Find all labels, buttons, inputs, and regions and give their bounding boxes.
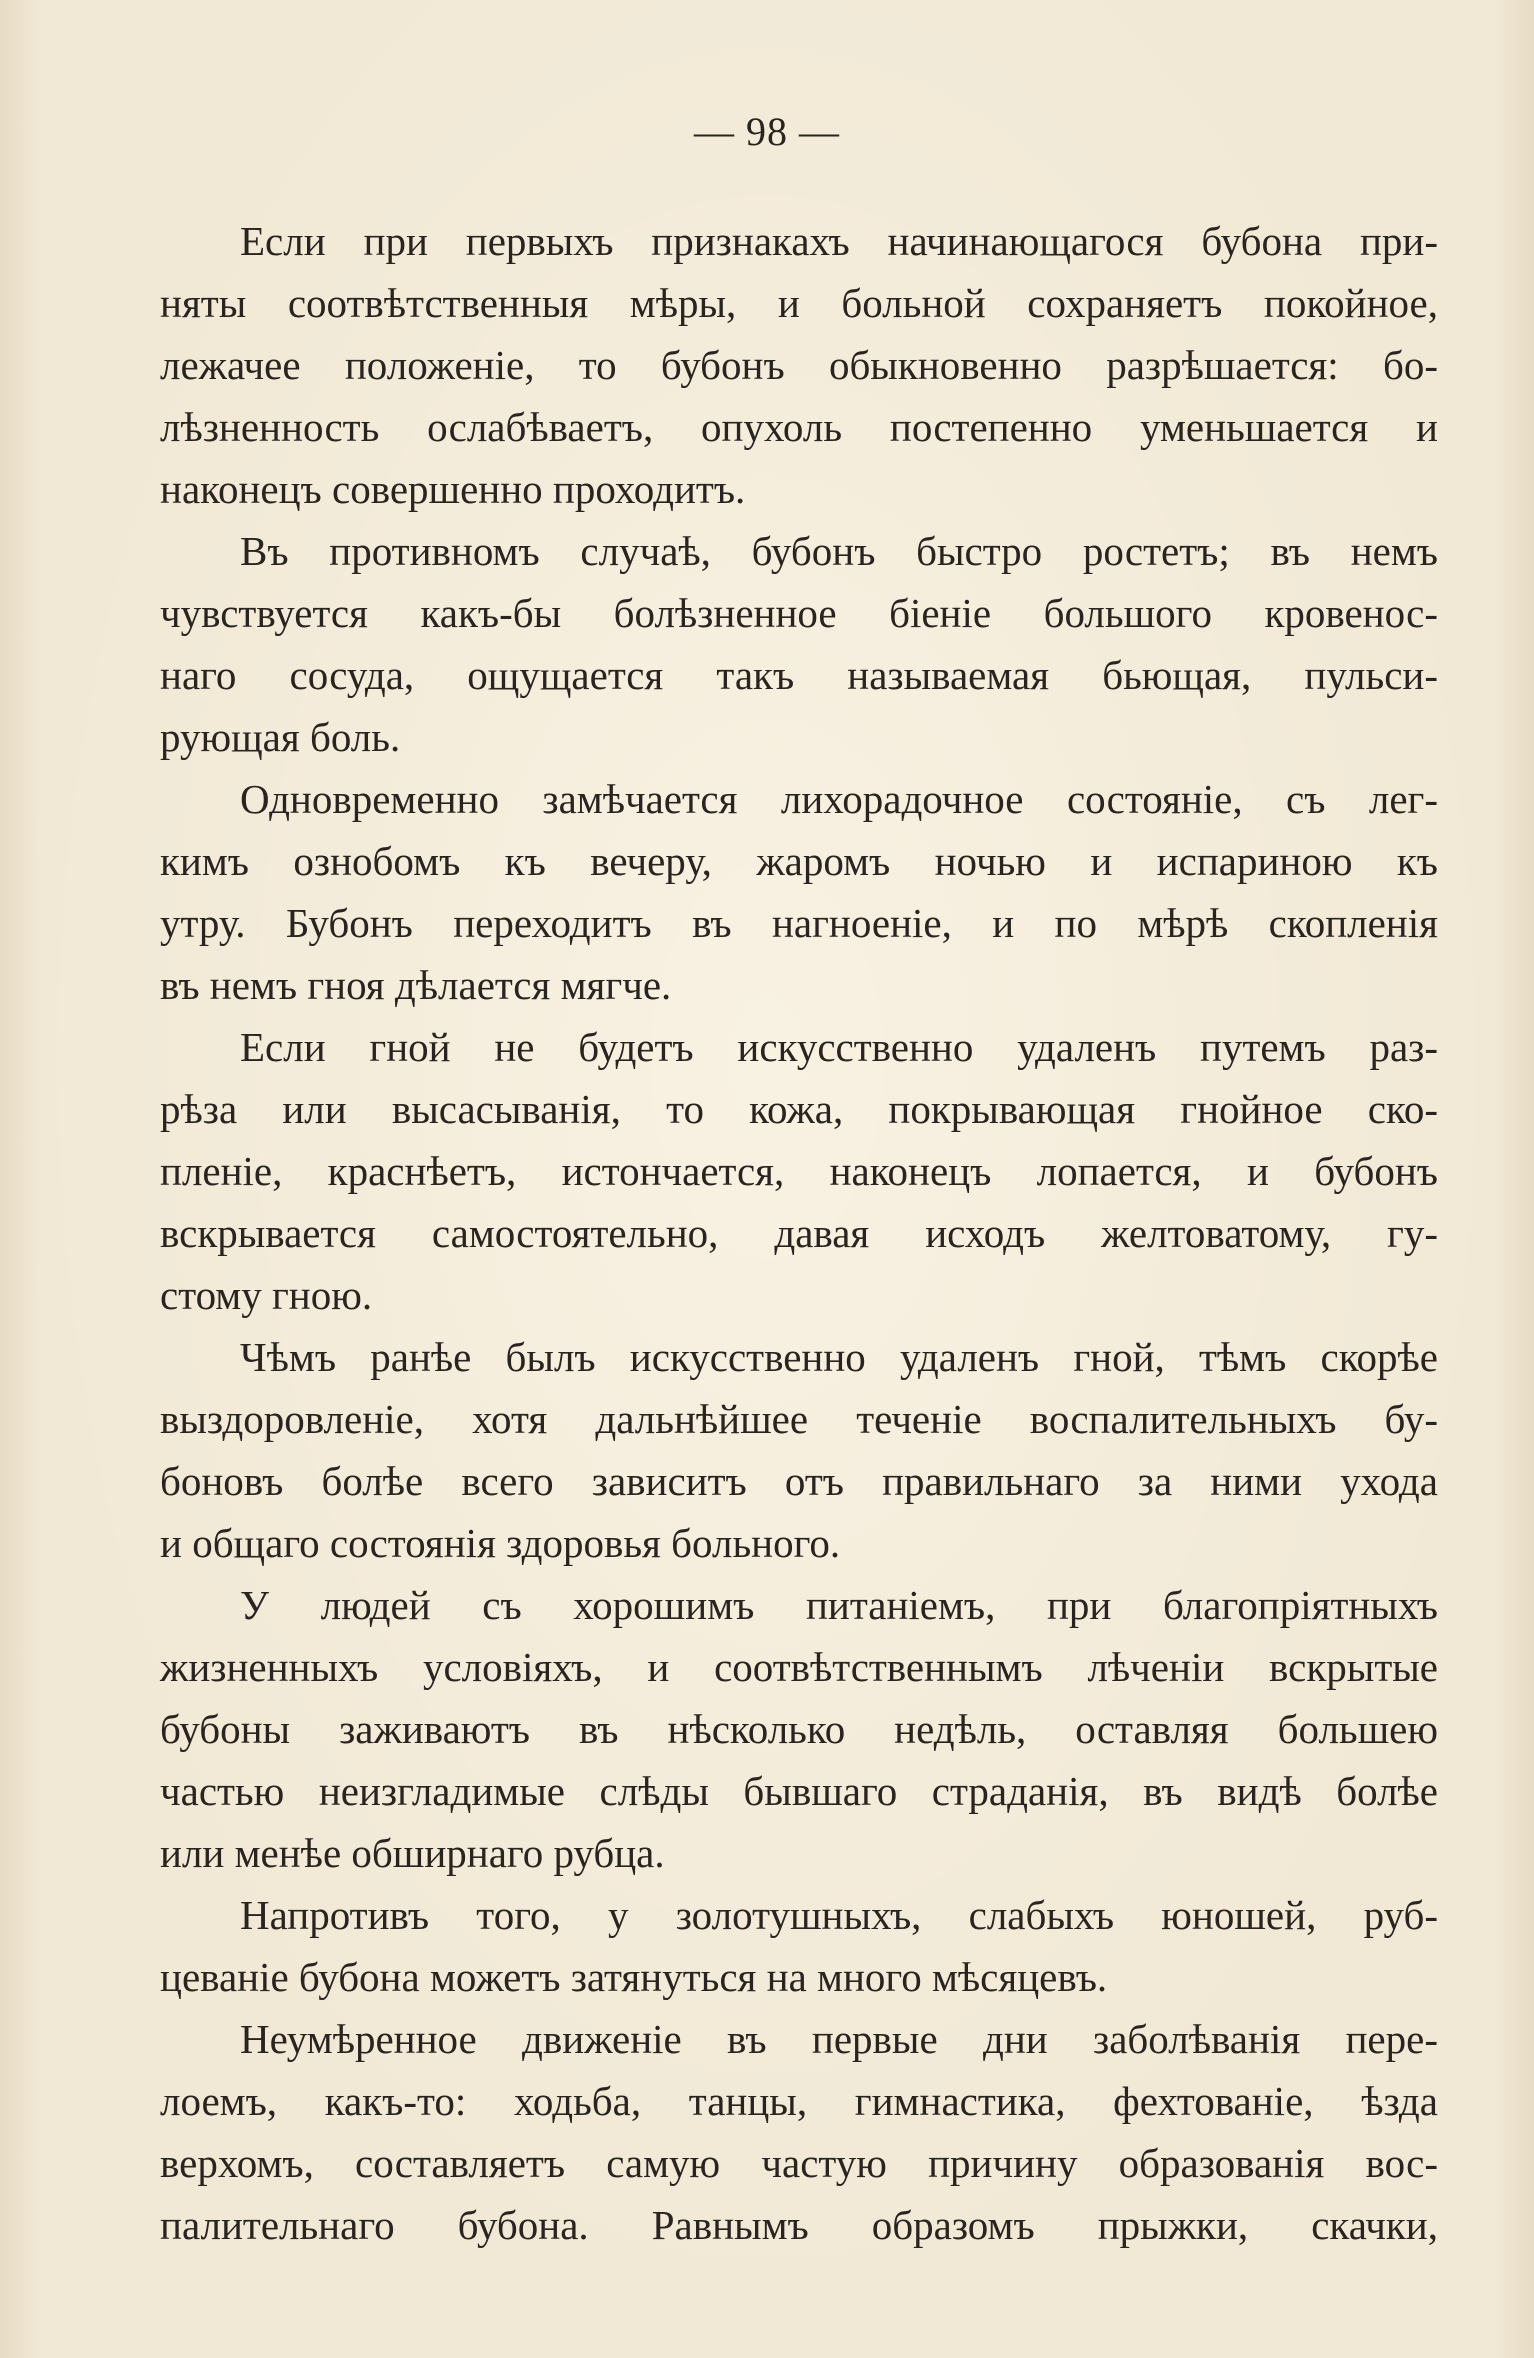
paragraph: [160, 1884, 1438, 2008]
text-line: кимъ ознобомъ къ вечеру, жаромъ ночью и испариною къ: [160, 838, 1438, 884]
text-line: палительнаго бубона. Равнымъ образомъ прыжки, скачки,: [160, 2202, 1438, 2248]
text-line: Напротивъ того, у золотушныхъ, слабыхъ юношей, руб-: [240, 1892, 1438, 1938]
text-line: Въ противномъ случаѣ, бубонъ быстро ростетъ; въ немъ: [240, 528, 1438, 574]
paragraph: [160, 520, 1438, 768]
paragraph: [160, 1016, 1438, 1326]
text-line: верхомъ, составляетъ самую частую причину образованiя вос-: [160, 2140, 1438, 2186]
text-line: наконецъ совершенно проходитъ.: [160, 466, 746, 512]
text-line: бубоны заживаютъ въ нѣсколько недѣль, оставляя большею: [160, 1706, 1438, 1752]
text-line: пленiе, краснѣетъ, истончается, наконецъ лопается, и бубонъ: [160, 1148, 1438, 1194]
text-line: няты соотвѣтственныя мѣры, и больной сохраняетъ покойное,: [160, 280, 1438, 326]
text-line: лѣзненность ослабѣваетъ, опухоль постепенно уменьшается и: [160, 404, 1438, 450]
text-line: Неумѣренное движенiе въ первые дни заболѣванiя пере-: [240, 2016, 1438, 2062]
text-line: рующая боль.: [160, 714, 401, 760]
text-line: Одновременно замѣчается лихорадочное состоянiе, съ лег-: [240, 776, 1438, 822]
text-line: жизненныхъ условiяхъ, и соотвѣтственнымъ лѣченiи вскрытые: [160, 1644, 1438, 1690]
paragraph: [160, 210, 1438, 520]
text-line: рѣза или высасыванiя, то кожа, покрывающая гнойное ско-: [160, 1086, 1438, 1132]
text-line: Чѣмъ ранѣе былъ искусственно удаленъ гной, тѣмъ скорѣе: [240, 1334, 1438, 1380]
text-line: утру. Бубонъ переходитъ въ нагноенiе, и по мѣрѣ скопленiя: [160, 900, 1438, 946]
text-line: чувствуется какъ-бы болѣзненное бiенiе большого кровенос-: [160, 590, 1438, 636]
text-line: лоемъ, какъ-то: ходьба, танцы, гимнастика, фехтованiе, ѣзда: [160, 2078, 1438, 2124]
page-number: — 98 —: [694, 109, 840, 154]
text-line: или менѣе обширнаго рубца.: [160, 1830, 665, 1876]
text-line: частью неизгладимые слѣды бывшаго страданiя, въ видѣ болѣе: [160, 1768, 1438, 1814]
text-line: лежачее положенiе, то бубонъ обыкновенно разрѣшается: бо-: [160, 342, 1438, 388]
paragraph: [160, 768, 1438, 1016]
text-line: въ немъ гноя дѣлается мягче.: [160, 962, 672, 1008]
paragraph: [160, 1574, 1438, 1884]
text-line: боновъ болѣе всего зависитъ отъ правильнаго за ними ухода: [160, 1458, 1438, 1504]
text-line: и общаго состоянiя здоровья больного.: [160, 1520, 841, 1566]
text-line: У людей съ хорошимъ питанiемъ, при благопрiятныхъ: [240, 1582, 1438, 1628]
body-text: [160, 210, 1438, 2256]
text-line: Если при первыхъ признакахъ начинающагося бубона при-: [240, 218, 1438, 264]
text-line: наго сосуда, ощущается такъ называемая бьющая, пульси-: [160, 652, 1438, 698]
text-line: выздоровленiе, хотя дальнѣйшее теченiе воспалительныхъ бу-: [160, 1396, 1438, 1442]
text-line: Если гной не будетъ искусственно удаленъ путемъ раз-: [240, 1024, 1438, 1070]
paragraph: [160, 2008, 1438, 2256]
text-line: вскрывается самостоятельно, давая исходъ желтоватому, гу-: [160, 1210, 1438, 1256]
text-line: цеванiе бубона можетъ затянуться на много мѣсяцевъ.: [160, 1954, 1108, 2000]
text-line: стому гною.: [160, 1272, 373, 1318]
paragraph: [160, 1326, 1438, 1574]
